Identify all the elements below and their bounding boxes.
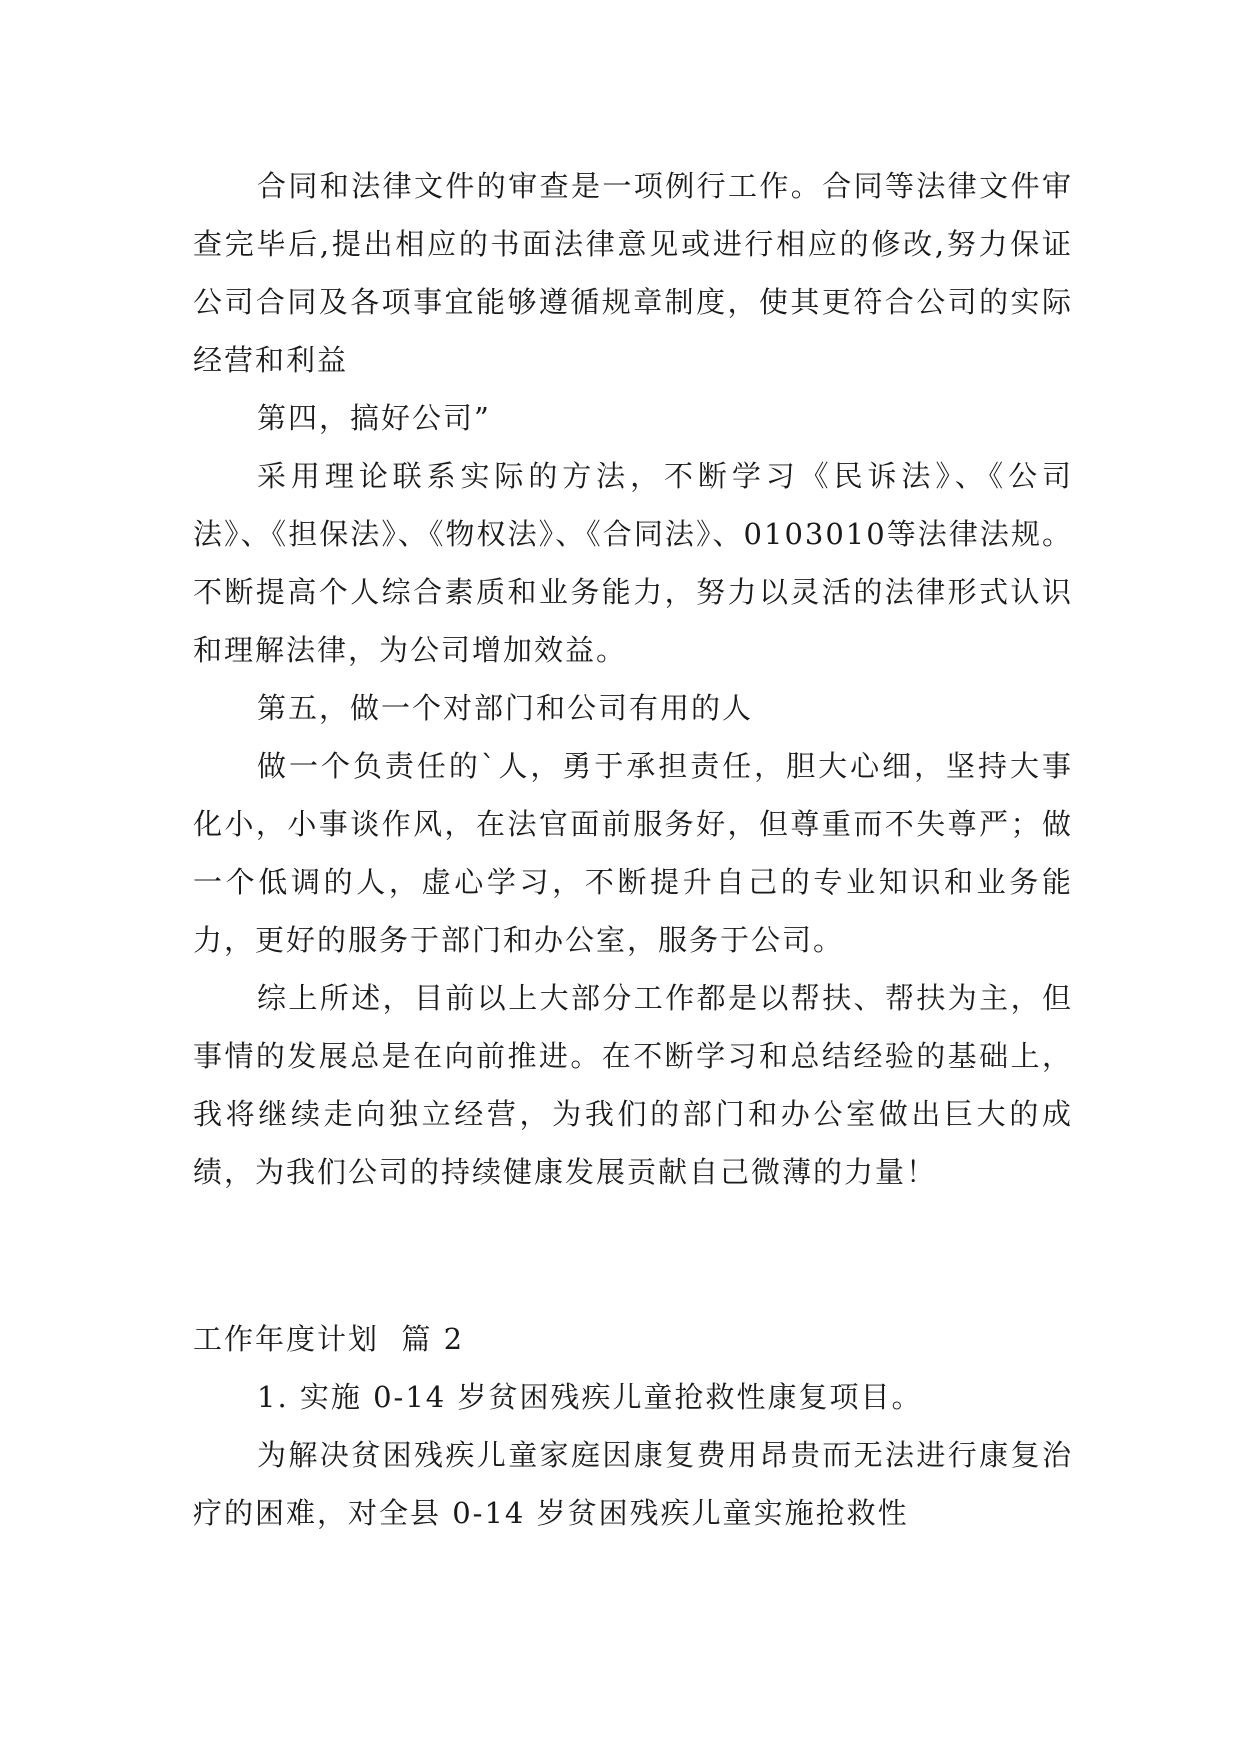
section-heading: 工作年度计划 篇 2: [193, 1322, 465, 1356]
section-one-body: [193, 157, 1073, 1201]
paragraph-responsible-person: 做一个负责任的`人，勇于承担责任，胆大心细，坚持大事化小，小事谈作风，在法官面前服务好，但尊重而不失尊严；做一个低调的人，虚心学习，不断提升自己的专业知识和业务能力，更好的服务于部门和办公室，服务于公司。: [193, 749, 1073, 957]
paragraph-rehab-plan: 为解决贫困残疾儿童家庭因康复费用昂贵而无法进行康复治疗的困难，对全县 0-14 岁贫困残疾儿童实施抢救性: [193, 1438, 1073, 1530]
paragraph-point-four: 第四，搞好公司”: [257, 401, 491, 435]
paragraph-point-five: 第五，做一个对部门和公司有用的人: [257, 691, 754, 725]
paragraph-contract-review: 合同和法律文件的审查是一项例行工作。合同等法律文件审查完毕后,提出相应的书面法律意见或进行相应的修改,努力保证公司合同及各项事宜能够遵循规章制度，使其更符合公司的实际经营和利益: [193, 169, 1073, 377]
paragraph-item-one: 1. 实施 0-14 岁贫困残疾儿童抢救性康复项目。: [257, 1380, 923, 1414]
paragraph-study-laws: 采用理论联系实际的方法，不断学习《民诉法》、《公司法》、《担保法》、《物权法》、《合同法》、0103010等法律法规。不断提高个人综合素质和业务能力，努力以灵活的法律形式认识和理解法律，为公司增加效益。: [193, 459, 1073, 667]
section-two-body: [193, 1310, 1073, 1542]
paragraph-summary: 综上所述，目前以上大部分工作都是以帮扶、帮扶为主，但事情的发展总是在向前推进。在不断学习和总结经验的基础上，我将继续走向独立经营，为我们的部门和办公室做出巨大的成绩，为我们公司的持续健康发展贡献自己微薄的力量！: [193, 981, 1073, 1189]
